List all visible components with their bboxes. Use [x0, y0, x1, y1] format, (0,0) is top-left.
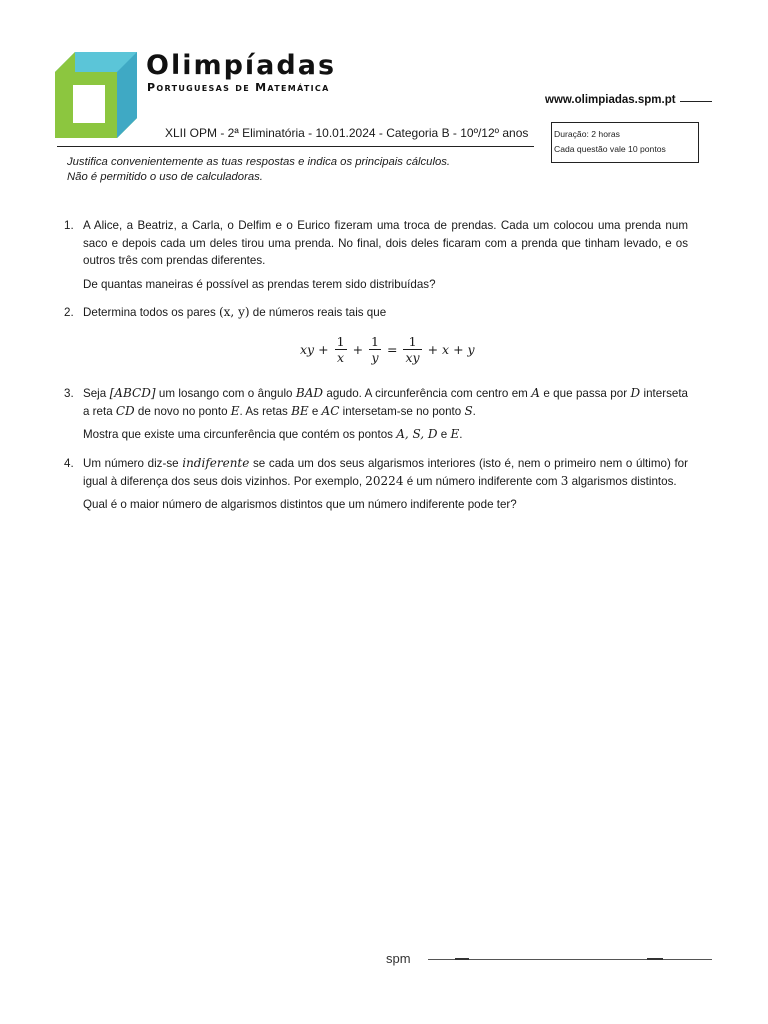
problem-4: [64, 455, 688, 514]
logo-subtitle: Portuguesas de Matemática: [147, 81, 330, 94]
footer-rule: [428, 959, 712, 960]
header-rule: [57, 146, 534, 147]
website-link[interactable]: www.olimpiadas.spm.pt: [545, 94, 676, 106]
footer-label: spm: [386, 951, 411, 966]
problem-number: 4.: [64, 457, 74, 470]
problem-number: 1.: [64, 219, 74, 232]
footer-tick: [647, 958, 663, 960]
website-rule: [680, 101, 712, 102]
logo-title: Olimpíadas: [146, 50, 337, 81]
duration-text: Duração: 2 horas: [554, 129, 620, 139]
instructions-line-2: Não é permitido o uso de calculadoras.: [67, 170, 263, 183]
footer-tick: [455, 958, 469, 960]
problem-question: Mostra que existe uma circunferência que contém os pontos A, S, D e E.: [83, 427, 463, 441]
equation: xy + $\frac{1}{x}$ + $\frac{1}{y}$ = $\frac{1}{xy}$ + x + y: [300, 333, 475, 365]
problem-text: Seja [ABCD] um losango com o ângulo BAD agudo. A circunferência com centro em A e que passa por D interseta a reta CD de novo no ponto E. As retas BE e AC intersetam-se no ponto S.: [83, 386, 688, 418]
problem-text: A Alice, a Beatriz, a Carla, o Delfim e o Eurico fizeram uma troca de prendas. Cada um colocou uma prenda num saco e depois cada um deles tirou uma prenda. No final, dois deles ficaram com a prenda que tinham levado, e os outros três com prendas diferentes.: [83, 219, 688, 267]
problem-1: [64, 217, 688, 293]
exam-header: XLII OPM - 2ª Eliminatória - 10.01.2024 - Categoria B - 10º/12º anos: [165, 126, 529, 140]
points-text: Cada questão vale 10 pontos: [554, 143, 666, 154]
info-box: [551, 122, 699, 163]
math-pair: (x, y): [218, 305, 250, 319]
problem-question: Qual é o maior número de algarismos distintos que um número indiferente pode ter?: [83, 498, 517, 511]
problem-number: 3.: [64, 387, 74, 400]
problem-number: 2.: [64, 306, 74, 319]
problem-3: [64, 385, 688, 444]
instructions-line-1: Justifica convenientemente as tuas respostas e indica os principais cálculos.: [67, 156, 451, 168]
instructions: [67, 155, 450, 184]
problem-question: De quantas maneiras é possível as prendas terem sido distribuídas?: [83, 277, 436, 291]
problem-text: Um número diz-se indiferente se cada um dos seus algarismos interiores (isto é, nem o primeiro nem o último) for igual à diferença dos seus dois vizinhos. Por exemplo, 20224 é um número indiferente com 3 algarismos distintos.: [83, 456, 688, 488]
problem-2: [64, 304, 688, 322]
opm-logo-cube: [55, 52, 137, 138]
problem-text: Determina todos os pares (x, y) de números reais tais que: [83, 305, 387, 319]
